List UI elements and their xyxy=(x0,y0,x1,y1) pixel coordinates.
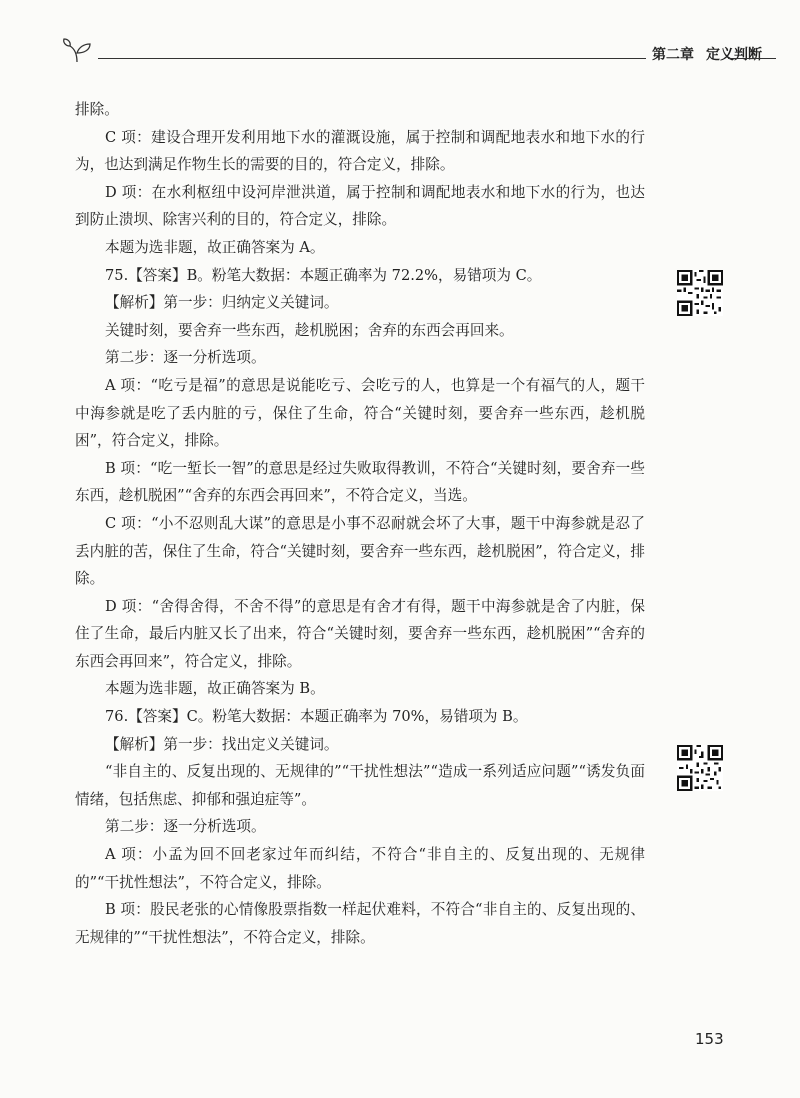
paragraph: C 项：建设合理开发利用地下水的灌溉设施，属于控制和调配地表水和地下水的行为，也达到满足作物生长的需要的目的，符合定义，排除。 xyxy=(75,128,645,174)
paragraph: A 项：小孟为回不回老家过年而纠结，不符合“非自主的、反复出现的、无规律的”“干扰性想法”，不符合定义，排除。 xyxy=(75,846,645,891)
chapter-section: 定义判断 xyxy=(706,47,762,63)
paragraph: A 项：“吃亏是福”的意思是说能吃亏、会吃亏的人，也算是一个有福气的人，题干中海参就是吃了丢内脏的亏，保住了生命，符合“关键时刻，要舍弃一些东西，趁机脱困”，符合定义，排除。 xyxy=(75,376,645,450)
page-body xyxy=(75,96,645,951)
paragraph: 【解析】第一步：找出定义关键词。 xyxy=(105,735,339,753)
paragraph: 第二步：逐一分析选项。 xyxy=(105,818,266,836)
page-number: 153 xyxy=(695,1030,724,1048)
page-header xyxy=(60,38,776,72)
qr-code-icon[interactable] xyxy=(677,270,723,316)
paragraph: B 项：“吃一堑长一智”的意思是经过失败取得教训，不符合“关键时刻，要舍弃一些东西，趁机脱困”“舍弃的东西会再回来”，不符合定义，当选。 xyxy=(75,459,645,505)
paragraph: 第二步：逐一分析选项。 xyxy=(105,349,266,367)
paragraph: “非自主的、反复出现的、无规律的”“干扰性想法”“造成一系列适应问题”“诱发负面情绪，包括焦虑、抑郁和强迫症等”。 xyxy=(75,763,645,808)
answer-heading-76: 76.【答案】C。粉笔大数据：本题正确率为 70%，易错项为 B。 xyxy=(105,708,528,726)
chapter-title xyxy=(652,44,762,64)
chapter-number: 第二章 xyxy=(652,47,694,63)
paragraph: 关键时刻，要舍弃一些东西，趁机脱困；舍弃的东西会再回来。 xyxy=(105,321,514,339)
paragraph: 本题为选非题，故正确答案为 A。 xyxy=(105,238,325,256)
sprout-icon xyxy=(62,38,94,64)
paragraph: 【解析】第一步：归纳定义关键词。 xyxy=(105,294,339,312)
paragraph: 本题为选非题，故正确答案为 B。 xyxy=(105,680,325,698)
header-rule-right xyxy=(728,58,776,59)
answer-heading-75: 75.【答案】B。粉笔大数据：本题正确率为 72.2%，易错项为 C。 xyxy=(105,266,542,284)
paragraph: C 项：“小不忍则乱大谋”的意思是小事不忍耐就会坏了大事，题干中海参就是忍了丢内脏的苦，保住了生命，符合“关键时刻，要舍弃一些东西，趁机脱困”，符合定义，排除。 xyxy=(75,514,645,588)
header-rule-left xyxy=(98,58,646,59)
paragraph: D 项：“舍得舍得，不舍不得”的意思是有舍才有得，题干中海参就是舍了内脏，保住了生命，最后内脏又长了出来，符合“关键时刻，要舍弃一些东西，趁机脱困”“舍弃的东西会再回来”，符合定义，排除。 xyxy=(75,597,645,670)
paragraph: 排除。 xyxy=(75,101,119,118)
paragraph: B 项：股民老张的心情像股票指数一样起伏难料，不符合“非自主的、反复出现的、无规律的”“干扰性想法”，不符合定义，排除。 xyxy=(75,901,645,946)
paragraph: D 项：在水利枢纽中设河岸泄洪道，属于控制和调配地表水和地下水的行为，也达到防止溃坝、除害兴利的目的，符合定义，排除。 xyxy=(75,183,645,229)
qr-code-icon[interactable] xyxy=(677,745,723,791)
